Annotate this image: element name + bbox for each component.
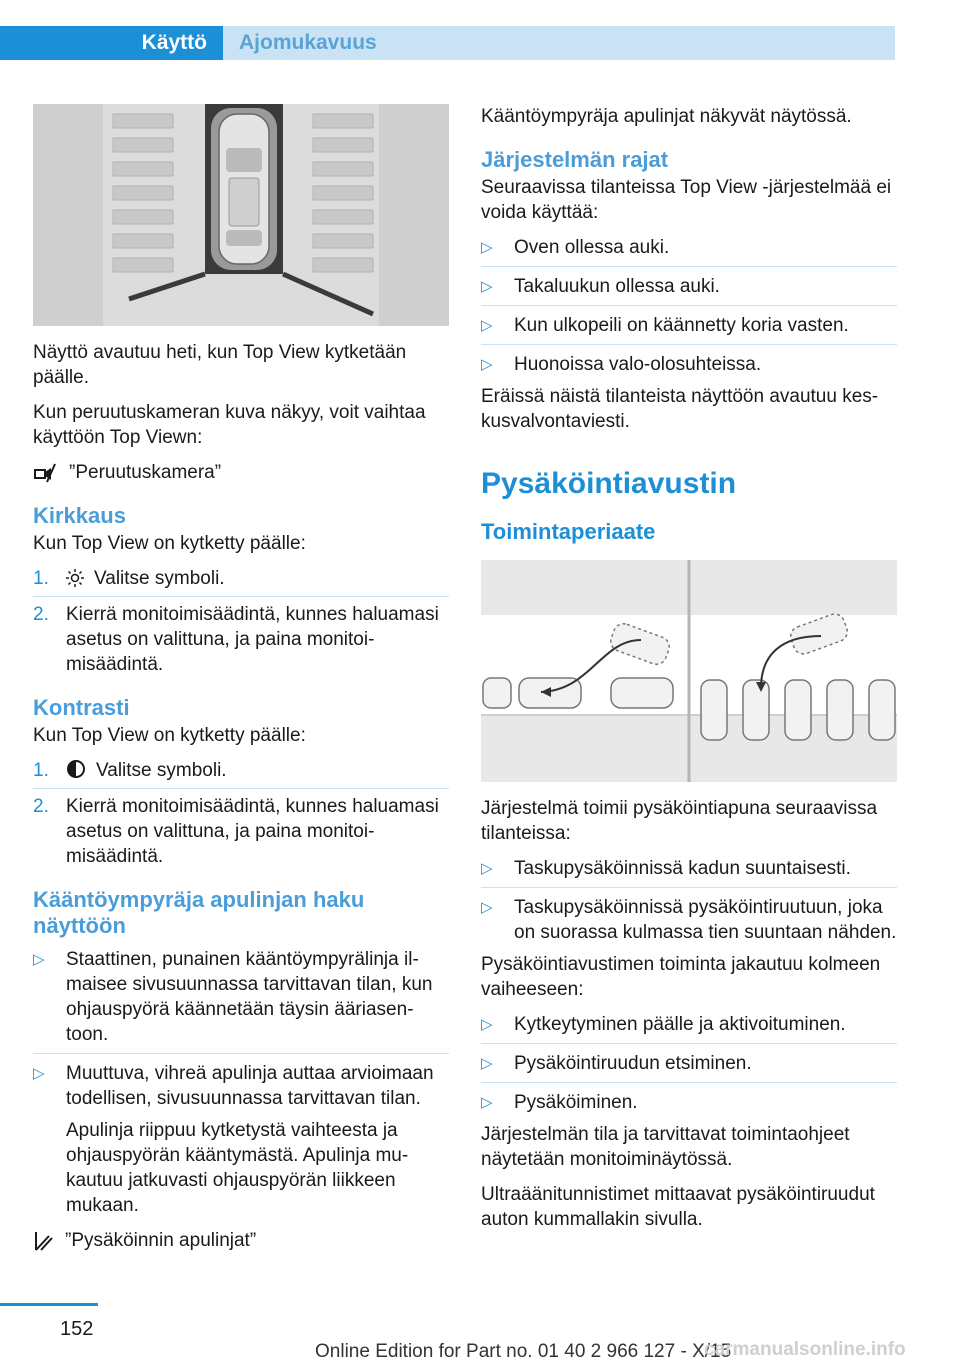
section-heading-rajat: Järjestelmän rajat <box>481 147 669 172</box>
parking-assistant-illustration <box>481 560 897 782</box>
list-item: 1. Valitse symboli. <box>33 758 449 789</box>
contrast-icon <box>66 759 86 779</box>
tab-ajomukavuus[interactable]: Ajomukavuus <box>223 26 895 60</box>
list-item: ▷ Pysäköiminen. <box>481 1090 897 1115</box>
haku-list <box>33 947 449 1111</box>
sub-heading: Toimintaperiaate <box>481 519 656 544</box>
parking-lines-label: ”Pysäköinnin apulinjat” <box>65 1230 257 1251</box>
paragraph: Kun Top View on kytketty päälle: <box>33 533 306 554</box>
paragraph: Eräissä näistä tilanteista näyttöön avautuu keskusvalvontaviesti. <box>481 386 879 432</box>
parking-lines-icon <box>33 1230 53 1252</box>
paragraph: Järjestelmä toimii pysäköintiapuna seuraavissa tilanteissa: <box>481 798 878 844</box>
top-view-illustration <box>33 104 449 326</box>
list-item: ▷ Muuttuva, vihreä apulinja auttaa arvioimaan todellisen, sivusuunnassa tarvittavan tilan. <box>33 1061 449 1111</box>
list-item: ▷ Taskupysäköinnissä pysäköintiruutuun, joka on suorassa kulmassa tien suuntaan nähden. <box>481 895 897 945</box>
list-item: ▷ Oven ollessa auki. <box>481 235 897 267</box>
section-heading-haku: Kääntöympyräja apulinjan haku näyttöön <box>33 887 365 938</box>
camera-menu-line <box>33 460 449 485</box>
main-heading: Pysäköintiavustin <box>481 467 737 500</box>
right-column <box>481 100 897 1242</box>
watermark: carmanualsonline.info <box>704 1339 906 1360</box>
paragraph: Kääntöympyräja apulinjat näkyvät näytössä. <box>481 106 852 127</box>
page-header <box>0 0 960 64</box>
list-item: ▷ Huonoissa valo-olosuhteissa. <box>481 352 897 377</box>
rear-camera-icon <box>33 462 57 484</box>
list-item: 2. Kierrä monitoimisäädintä, kunnes haluamasi asetus on valittuna, ja paina monitoimisäädintä. <box>33 796 439 867</box>
kontrasti-steps <box>33 758 449 869</box>
list-item: ▷ Staattinen, punainen kääntöympyrälinja ilmaisee sivusuunnassa tarvittavan tilan, kun ohjauspyörä käännetään täysin ääriasentoon. <box>33 947 449 1054</box>
list-item: 1. Valitse symboli. <box>33 566 449 597</box>
paragraph: Näyttö avautuu heti, kun Top View kytketään päälle. <box>33 342 407 388</box>
list-item: 2. Kierrä monitoimisäädintä, kunnes haluamasi asetus on valittuna, ja paina monitoimisäädintä. <box>33 604 439 675</box>
rajat-list <box>481 235 897 377</box>
footer-accent-line <box>0 1303 98 1306</box>
paragraph: Apulinja riippuu kytketystä vaihteesta ja ohjauspyörän kääntymästä. Apulinja mukautuu jatkuvasti ohjauspyörän liikkeen mukaan. <box>66 1120 409 1216</box>
paragraph: Ultraäänitunnistimet mittaavat pysäköintiruudut auton kummallakin sivulla. <box>481 1184 875 1230</box>
brightness-icon <box>66 569 84 587</box>
left-column <box>33 100 449 1265</box>
paragraph: Järjestelmän tila ja tarvittavat toimintaohjeet näytetään monitoiminäytössä. <box>481 1124 850 1170</box>
camera-label: ”Peruutuskamera” <box>69 462 222 483</box>
paragraph: Pysäköintiavustimen toiminta jakautuu kolmeen vaiheeseen: <box>481 954 881 1000</box>
list-item: ▷ Kytkeytyminen päälle ja aktivoituminen. <box>481 1012 897 1044</box>
page-number: 152 <box>60 1318 94 1340</box>
kirkkaus-steps <box>33 566 449 677</box>
list-item: ▷ Pysäköintiruudun etsiminen. <box>481 1051 897 1083</box>
tab-kaytto[interactable]: Käyttö <box>0 26 223 60</box>
list-item: ▷ Kun ulkopeili on käännetty koria vasten. <box>481 313 897 345</box>
phases-list <box>481 1012 897 1115</box>
paragraph: Kun Top View on kytketty päälle: <box>33 725 306 746</box>
list-item: ▷ Takaluukun ollessa auki. <box>481 274 897 306</box>
list-item: ▷ Taskupysäköinnissä kadun suuntaisesti. <box>481 856 897 888</box>
parking-lines-menu-line <box>33 1228 449 1253</box>
paragraph: Kun peruutuskameran kuva näkyy, voit vaihtaa käyttöön Top Viewn: <box>33 402 426 448</box>
situations-list <box>481 856 897 945</box>
section-heading-kirkkaus: Kirkkaus <box>33 503 126 528</box>
edition-note: Online Edition for Part no. 01 40 2 966 127 - X/15 <box>315 1341 732 1362</box>
paragraph: Seuraavissa tilanteissa Top View ‑järjestelmää ei voida käyttää: <box>481 177 892 223</box>
section-heading-kontrasti: Kontrasti <box>33 695 130 720</box>
